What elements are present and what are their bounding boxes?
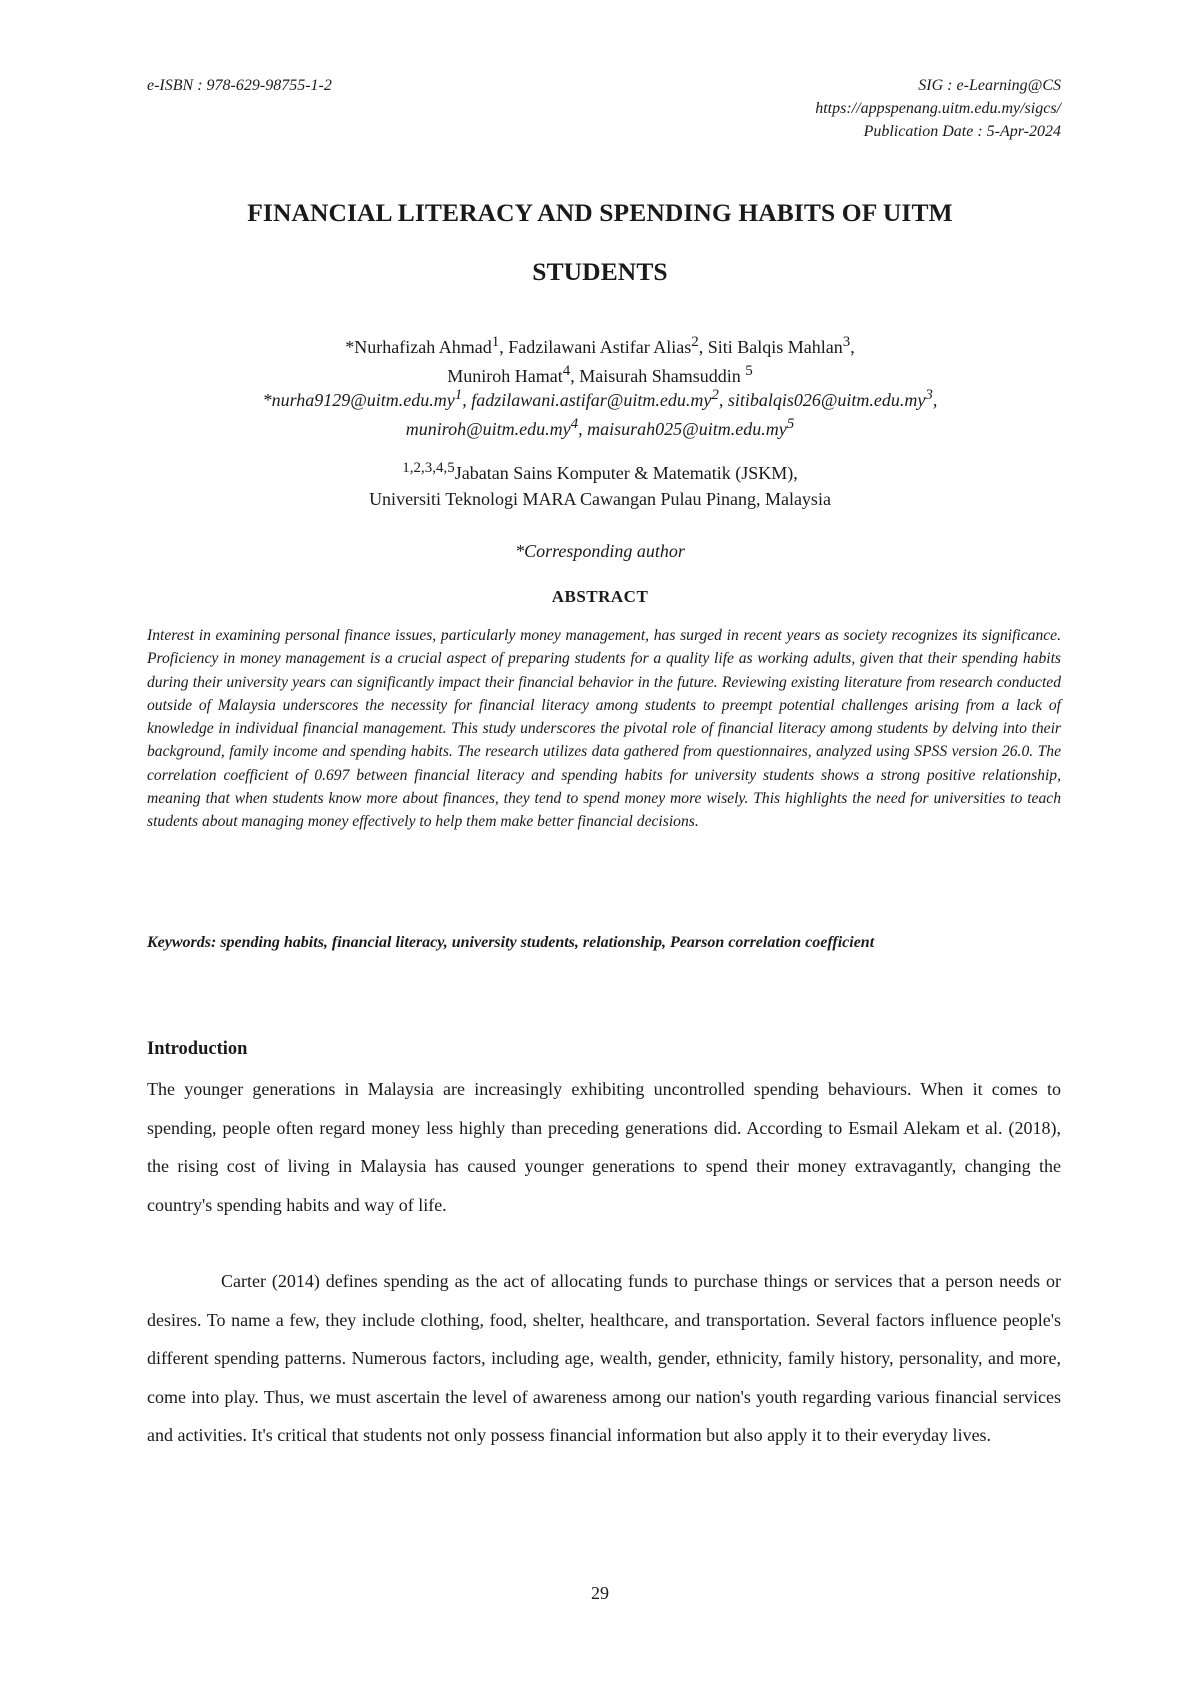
isbn-text: e-ISBN : 978-629-98755-1-2 <box>147 77 332 94</box>
author-name: Maisurah Shamsuddin <box>579 366 741 386</box>
publication-date: Publication Date : 5-Apr-2024 <box>863 123 1061 140</box>
sig-text: SIG : e-Learning@CS <box>918 77 1061 94</box>
author-name: Muniroh Hamat <box>447 366 563 386</box>
email-link[interactable]: sitibalqis026@uitm.edu.my <box>727 390 926 410</box>
title-line-1: FINANCIAL LITERACY AND SPENDING HABITS OF UITM <box>247 198 953 227</box>
affiliation-marks: 1,2,3,4,5 <box>402 460 455 476</box>
email-affiliation-mark: 5 <box>786 416 795 432</box>
email-separator: , <box>718 390 728 410</box>
affiliation-line-2: Universiti Teknologi MARA Cawangan Pulau Pinang, Malaysia <box>369 489 831 509</box>
keywords: Keywords: spending habits, financial literacy, university students, relationship, Pearson correlation coefficient <box>147 934 875 951</box>
isbn-header <box>147 74 332 97</box>
author-affiliation-mark: 4 <box>562 363 571 379</box>
page-number: 29 <box>591 1583 609 1603</box>
paper-title <box>180 183 1020 301</box>
introduction-paragraph-1: The younger generations in Malaysia are increasingly exhibiting uncontrolled spending behaviours. When it comes to spending, people often regard money less highly than preceding generations did. According to Esmail Alekam et al. (2018), the rising cost of living in Malaysia has caused younger generations to spend their money extravagantly, changing the country's spending habits and way of life. <box>147 1079 1061 1215</box>
sig-url-link[interactable]: https://appspenang.uitm.edu.my/sigcs/ <box>815 100 1061 117</box>
author-separator: , <box>499 337 509 357</box>
email-separator: , <box>578 419 588 439</box>
introduction-heading: Introduction <box>147 1039 248 1059</box>
author-separator: , <box>570 366 580 386</box>
author-emails <box>150 383 1050 441</box>
affiliation-line-1: Jabatan Sains Komputer & Matematik (JSKM), <box>454 463 798 483</box>
author-name: *Nurhafizah Ahmad <box>345 337 492 357</box>
title-line-2: STUDENTS <box>532 257 668 286</box>
corresponding-author-note: *Corresponding author <box>515 541 685 561</box>
email-link[interactable]: muniroh@uitm.edu.my <box>405 419 571 439</box>
email-link[interactable]: maisurah025@uitm.edu.my <box>587 419 787 439</box>
author-list <box>150 330 1050 388</box>
author-name: Siti Balqis Mahlan <box>707 337 843 357</box>
email-separator: , <box>462 390 472 410</box>
affiliation <box>150 455 1050 512</box>
email-link[interactable]: *nurha9129@uitm.edu.my <box>262 390 455 410</box>
author-affiliation-mark: 2 <box>691 334 699 350</box>
author-separator: , <box>850 337 855 357</box>
email-affiliation-mark: 1 <box>454 387 463 403</box>
email-separator: , <box>932 390 938 410</box>
author-separator: , <box>698 337 708 357</box>
email-affiliation-mark: 3 <box>925 387 933 403</box>
author-affiliation-mark: 1 <box>491 334 500 350</box>
introduction-paragraph-2: Carter (2014) defines spending as the act of allocating funds to purchase things or services that a person needs or desires. To name a few, they include clothing, food, shelter, healthcare, and transportation. Several factors influence people's different spending patterns. Numerous factors, including age, wealth, gender, ethnicity, family history, personality, and more, come into play. Thus, we must ascertain the level of awareness among our nation's youth regarding various financial services and activities. It's critical that students not only possess financial information but also apply it to their everyday lives. <box>147 1271 1061 1445</box>
abstract-heading: ABSTRACT <box>551 587 649 606</box>
author-affiliation-mark: 5 <box>745 363 753 379</box>
author-name: Fadzilawani Astifar Alias <box>508 337 692 357</box>
abstract-text: Interest in examining personal finance issues, particularly money management, has surged in recent years as society recognizes its significance. Proficiency in money management is a crucial aspect of preparing students for a quality life as working adults, given that their spending habits during their university years can significantly impact their financial behavior in the future. Reviewing existing literature from research conducted outside of Malaysia underscores the necessity for financial literacy among students to preempt potential challenges arising from a lack of knowledge in individual financial management. This study underscores the pivotal role of financial literacy among students by delving into their background, family income and spending habits. The research utilizes data gathered from questionnaires, analyzed using SPSS version 26.0. The correlation coefficient of 0.697 between financial literacy and spending habits for university students shows a strong positive relationship, meaning that when students know more about finances, they tend to spend money more wisely. This highlights the need for universities to teach students about managing money effectively to help them make better financial decisions. <box>147 627 1061 831</box>
email-link[interactable]: fadzilawani.astifar@uitm.edu.my <box>471 390 712 410</box>
email-affiliation-mark: 4 <box>570 416 579 432</box>
email-affiliation-mark: 2 <box>711 387 719 403</box>
publication-info-header <box>815 74 1061 143</box>
author-affiliation-mark: 3 <box>842 334 851 350</box>
